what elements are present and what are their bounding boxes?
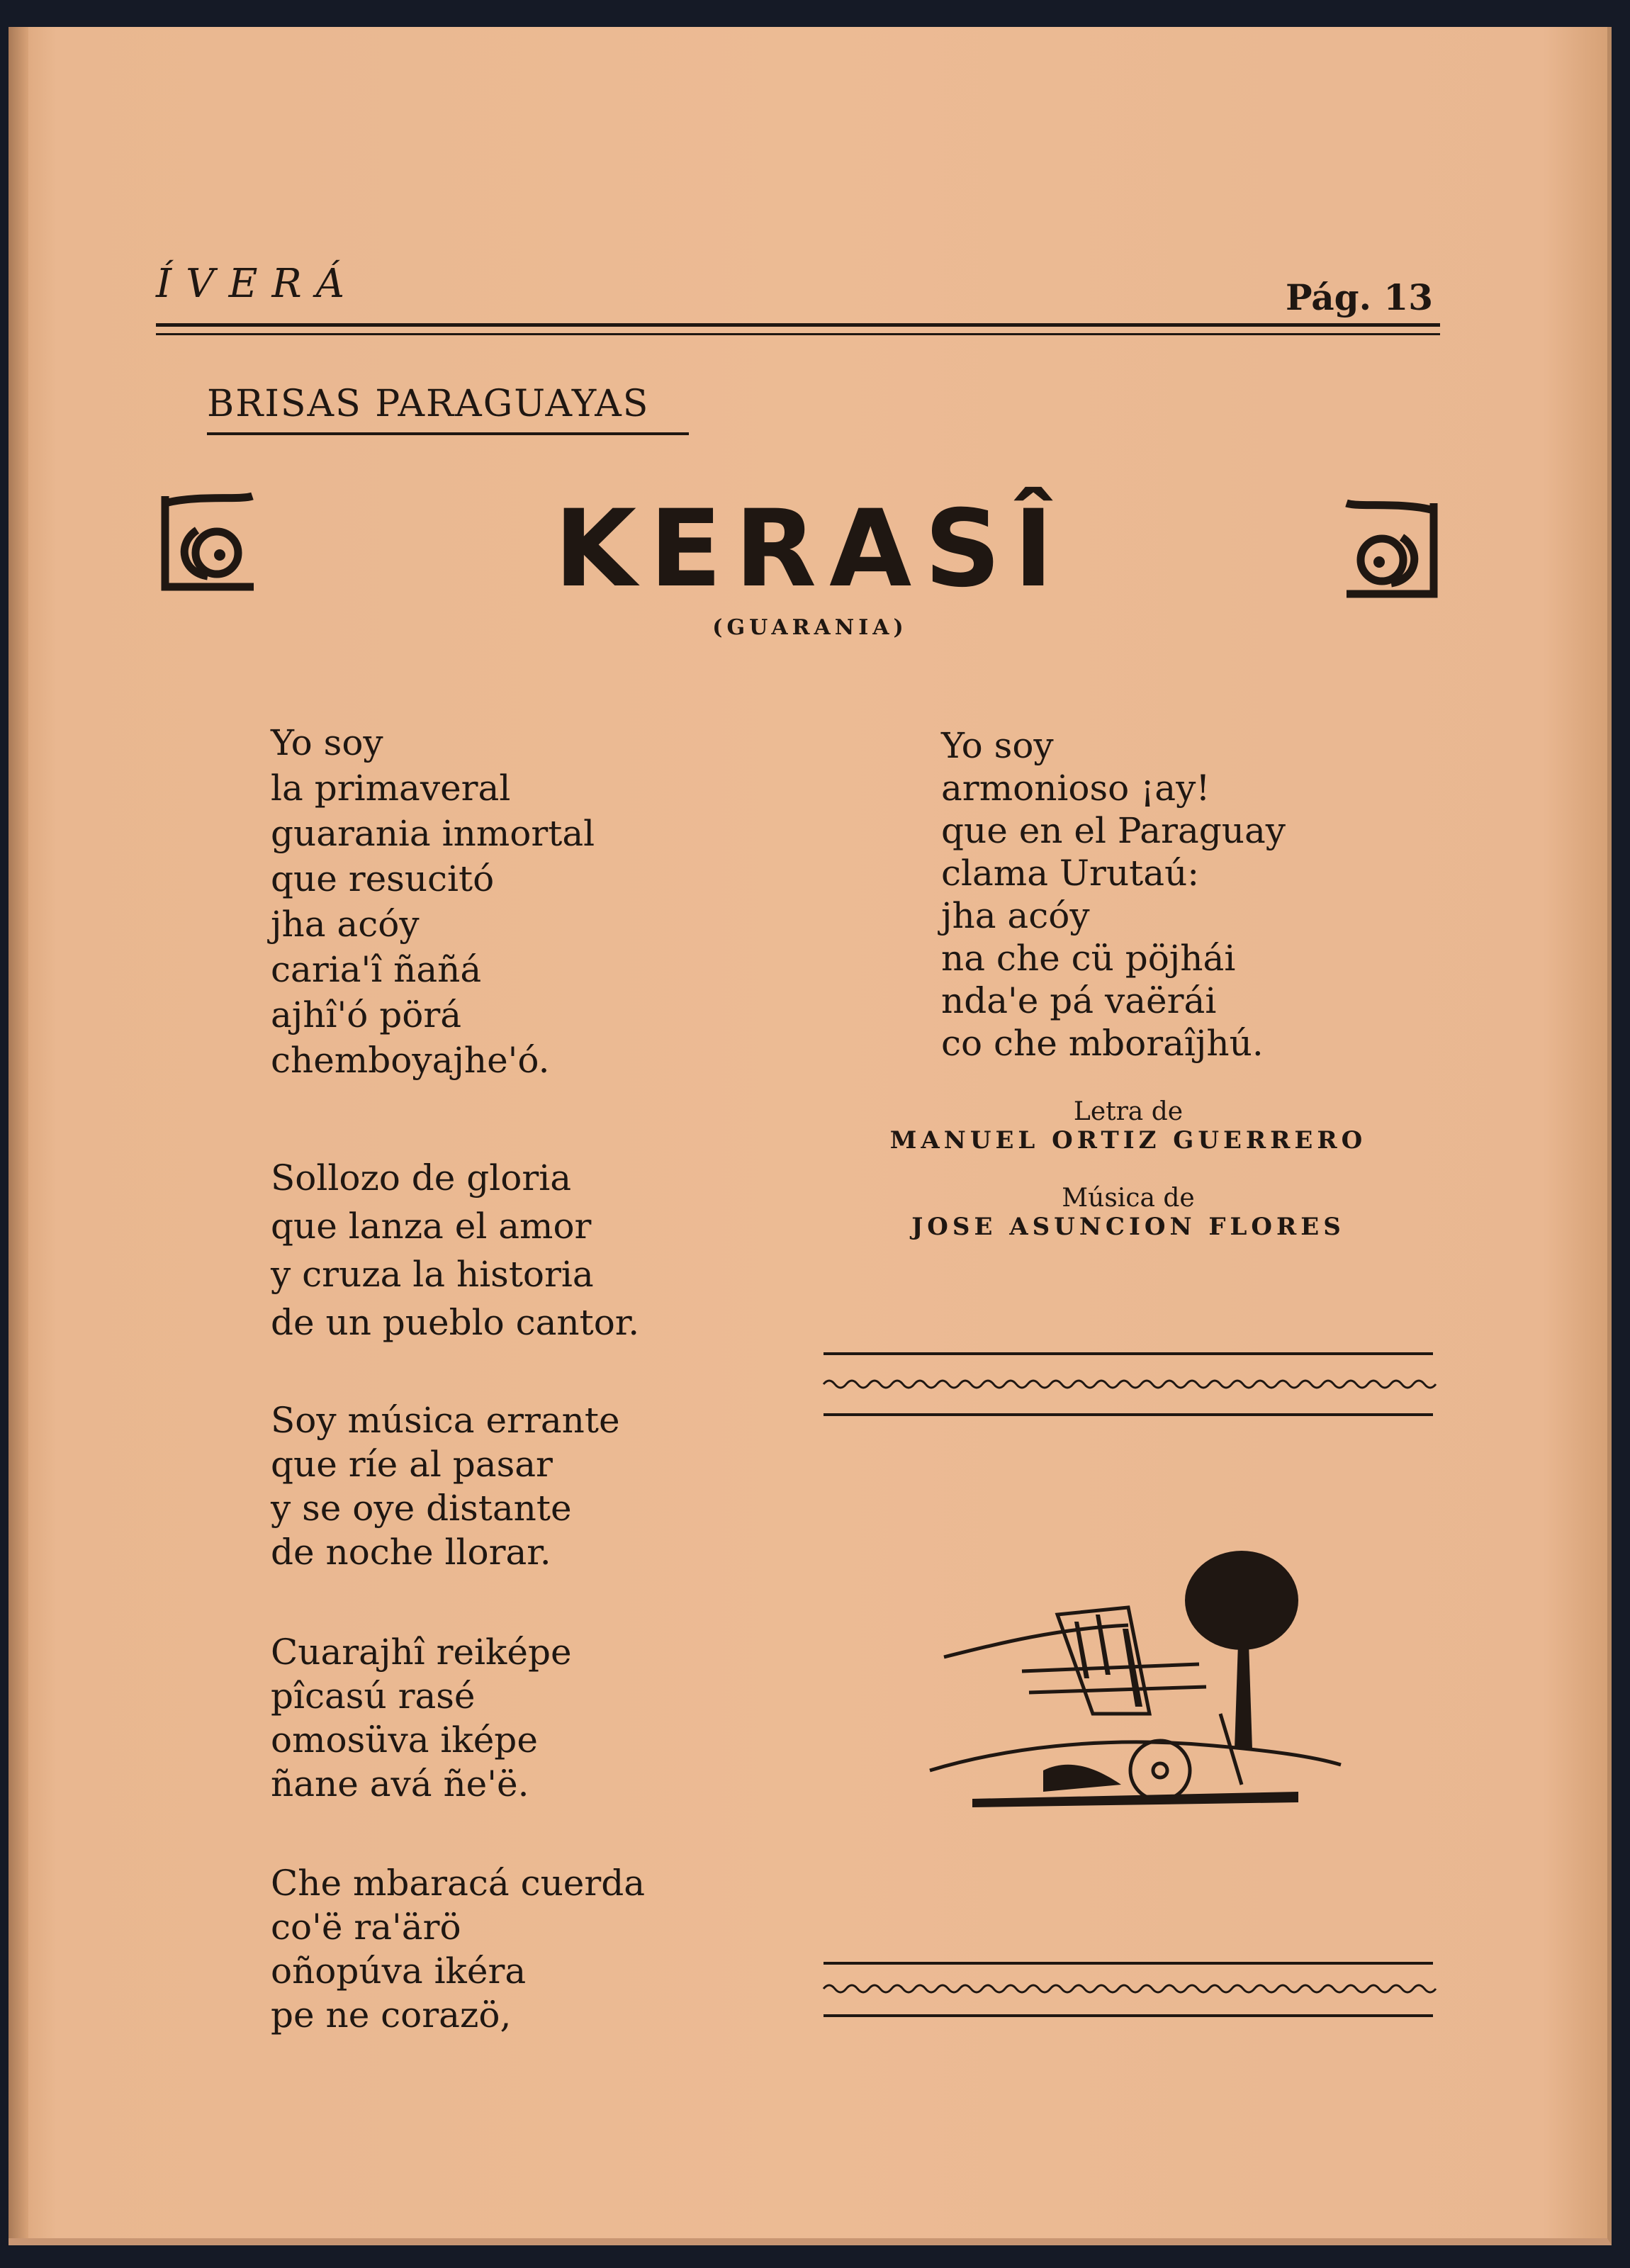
verse-line: y cruza la historia (271, 1254, 594, 1295)
verse-line: Soy música errante (271, 1400, 620, 1441)
lyrics-label: Letra de (1073, 1097, 1184, 1126)
verse-line: guarania inmortal (271, 813, 595, 854)
verse-line: que resucitó (271, 858, 495, 899)
journal-name: ÍVERÁ (156, 261, 359, 307)
verse-line: nda'e pá vaërái (941, 980, 1217, 1021)
section-underline (207, 432, 689, 435)
verse-line: ajhî'ó pörá (271, 994, 462, 1035)
verse-line: pe ne corazö, (271, 1994, 512, 2036)
verse-line: oñopúva ikéra (271, 1950, 527, 1992)
verse-line: Cuarajhî reiképe (271, 1632, 572, 1673)
header-rule-top (156, 323, 1440, 327)
verse-line: jha acóy (271, 904, 420, 945)
verse-line: clama Urutaú: (941, 853, 1200, 894)
stanza (271, 720, 595, 1083)
verse-line: Yo soy (941, 725, 1054, 766)
header-rule-bottom (156, 333, 1440, 335)
stanza-right (941, 724, 1286, 1065)
verse-line: Che mbaracá cuerda (271, 1863, 646, 1904)
stanza (271, 1398, 620, 1574)
music-label: Música de (1062, 1184, 1195, 1213)
verse-line: co che mboraîjhú. (941, 1023, 1264, 1064)
music-author: JOSE ASUNCION FLORES (911, 1213, 1345, 1241)
song-genre: (GUARANIA) (712, 615, 908, 640)
verse-line: chemboyajhe'ó. (271, 1040, 550, 1081)
verse-line: que ríe al pasar (271, 1444, 553, 1485)
stanza (271, 1154, 639, 1347)
lyrics-author: MANUEL ORTIZ GUERRERO (889, 1126, 1367, 1155)
stanza (271, 1861, 645, 2037)
verse-line: Yo soy (271, 722, 383, 763)
lyrics-credit (838, 1097, 1419, 1155)
section-title: BRISAS PARAGUAYAS (207, 383, 650, 425)
verse-line: que en el Paraguay (941, 810, 1286, 851)
verse-line: pîcasú rasé (271, 1675, 476, 1717)
music-credit (838, 1184, 1419, 1241)
verse-line: Sollozo de gloria (271, 1157, 572, 1198)
page-number: Pág. 13 (1285, 276, 1433, 318)
cart-illustration-icon (916, 1501, 1369, 1841)
verse-line: ñane avá ñe'ë. (271, 1763, 529, 1804)
binding-shadow (9, 27, 28, 2238)
stanza (271, 1630, 572, 1806)
verse-line: omosüva iképe (271, 1719, 538, 1761)
verse-line: y se oye distante (271, 1488, 572, 1529)
verse-line: la primaveral (271, 768, 511, 809)
magazine-page (9, 27, 1612, 2245)
song-title: KERASÎ (553, 488, 1067, 611)
verse-line: caria'î ñañá (271, 949, 482, 990)
verse-line: jha acóy (941, 895, 1090, 936)
verse-line: de un pueblo cantor. (271, 1302, 640, 1343)
verse-line: armonioso ¡ay! (941, 768, 1210, 809)
wave-divider-top (816, 1345, 1440, 1423)
verse-line: de noche llorar. (271, 1532, 551, 1573)
verse-line: co'ë ra'ärö (271, 1907, 461, 1948)
verse-line: na che cü pöjhái (941, 938, 1236, 979)
verse-line: que lanza el amor (271, 1206, 592, 1247)
wave-divider-bottom (816, 1955, 1440, 2033)
right-ornament-icon (1338, 495, 1444, 601)
